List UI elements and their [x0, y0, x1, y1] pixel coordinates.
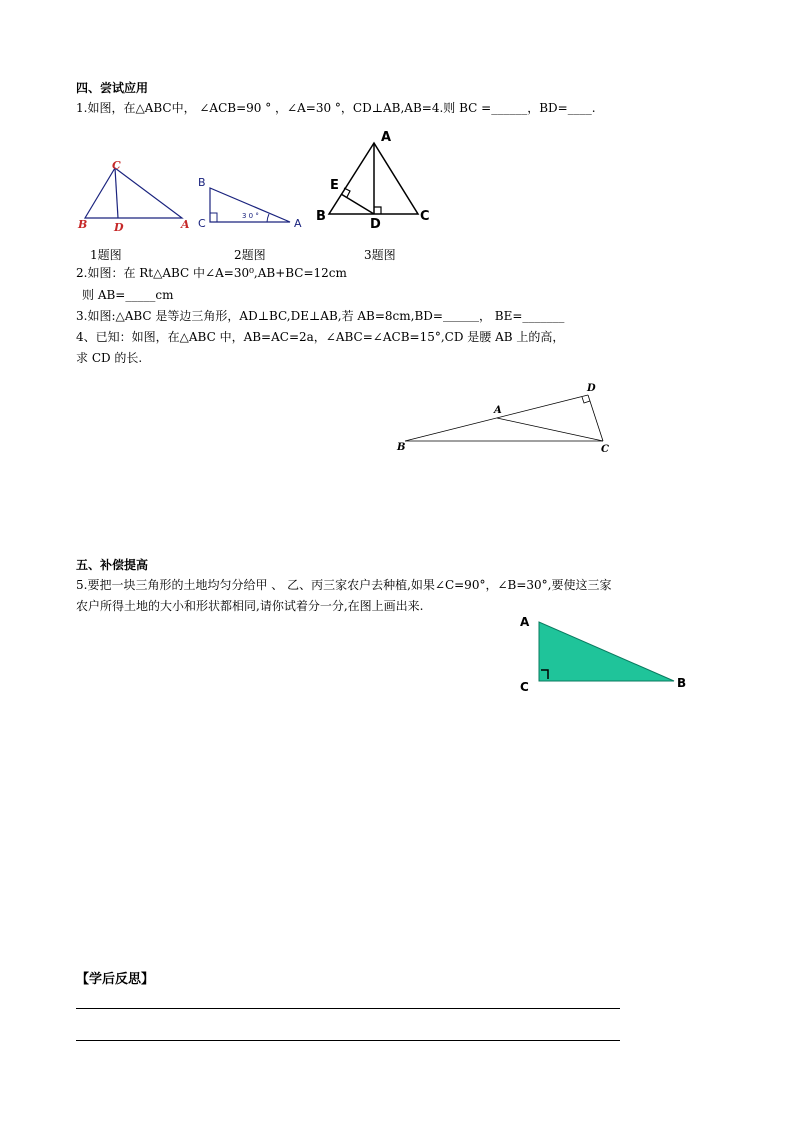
fig4-label-d: D: [587, 383, 596, 394]
fig2-label-a: A: [294, 217, 302, 230]
fig1-label-d: D: [114, 221, 124, 234]
question-2-line-1: 2.如图：在 Rt△ABC 中∠A=30⁰,AB+BC=12cm: [76, 266, 347, 280]
section-5-title: 五、补偿提高: [76, 558, 149, 572]
fig5-label-b: B: [677, 676, 687, 690]
question-5-line-2: 农户所得土地的大小和形状都相同,请你试着分一分,在图上画出来.: [76, 599, 424, 613]
fig3-label-d: D: [370, 217, 381, 232]
figure-2: [198, 176, 302, 230]
fig1-label-b: B: [78, 218, 88, 231]
reflection-line-2: [76, 1040, 620, 1041]
question-1: 1.如图，在△ABC中， ∠ACB=90 ° ，∠A=30 °，CD⊥AB,AB=4.则 BC =______，BD=____.: [76, 101, 596, 115]
fig4-label-a: A: [494, 405, 502, 416]
fig2-label-c: C: [198, 217, 206, 230]
fig3-label-c: C: [420, 209, 430, 224]
fig3-label-e: E: [330, 178, 339, 193]
caption-figure-1: 1题图: [90, 248, 122, 262]
reflection-title: 【学后反思】: [76, 972, 155, 987]
question-2-line-2: 则 AB=_____cm: [82, 288, 174, 302]
reflection-line-1: [76, 1008, 620, 1009]
fig1-label-c: C: [112, 159, 121, 172]
section-4-title: 四、尝试应用: [76, 81, 149, 95]
figure-5: [520, 615, 686, 694]
question-4-line-1: 4、已知：如图，在△ABC 中，AB=AC=2a，∠ABC=∠ACB=15°,CD 是腰 AB 上的高，: [76, 330, 565, 344]
fig4-label-b: B: [397, 442, 406, 453]
fig3-label-a: A: [381, 130, 392, 145]
caption-figure-3: 3题图: [364, 248, 396, 262]
fig4-label-c: C: [601, 444, 609, 455]
fig3-label-b: B: [316, 209, 326, 224]
fig5-label-a: A: [520, 615, 530, 629]
figure-1: [77, 159, 190, 234]
fig2-label-b: B: [198, 176, 206, 189]
fig1-label-a: A: [181, 218, 190, 231]
fig5-label-c: C: [520, 680, 529, 694]
figure-3: [316, 130, 430, 232]
caption-figure-2: 2题图: [234, 248, 266, 262]
question-3: 3.如图:△ABC 是等边三角形，AD⊥BC,DE⊥AB,若 AB=8cm,BD=＿＿＿， BE=_______: [76, 309, 565, 323]
figure-4: [396, 383, 609, 455]
fig2-angle-label: 3 0 °: [242, 212, 259, 220]
question-4-line-2: 求 CD 的长.: [76, 351, 143, 365]
question-5-line-1: 5.要把一块三角形的土地均匀分给甲 、 乙、丙三家农户去种植,如果∠C=90°，∠B=30°,要使这三家: [76, 578, 612, 592]
